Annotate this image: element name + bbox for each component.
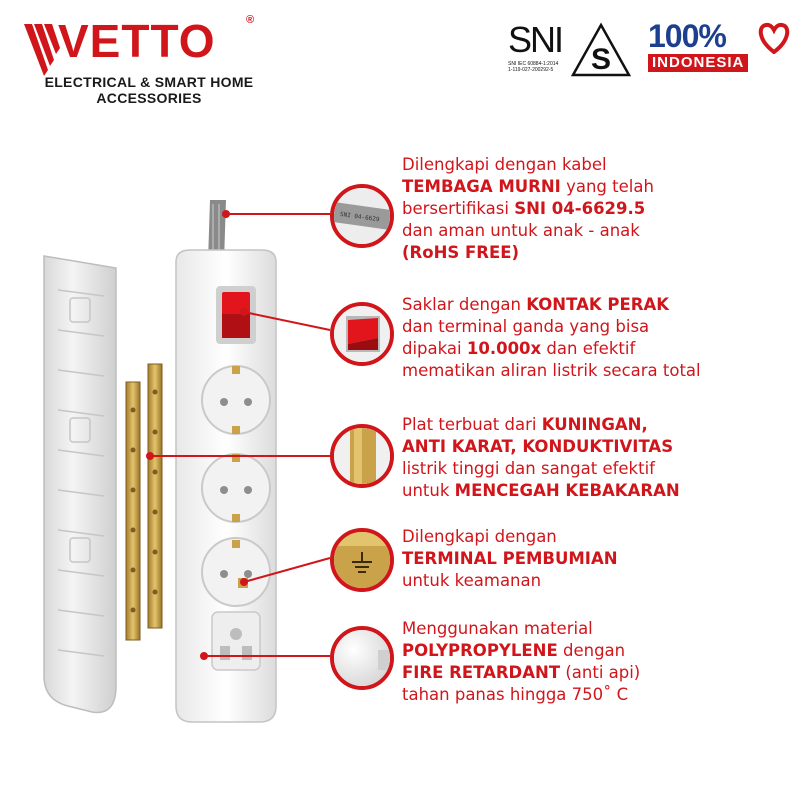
sni-code-line-1: SNI IEC 60884-1:2014 <box>508 61 559 67</box>
feature-switch-line-3: dipakai 10.000x dan efektif <box>402 339 636 358</box>
feature-brass-line-4: untuk MENCEGAH KEBAKARAN <box>402 481 680 500</box>
feature-material <box>402 618 802 706</box>
sni-code-line-2: 1-119-027-200292-5 <box>508 67 554 73</box>
tagline-line-1: ELECTRICAL & SMART HOME <box>44 74 254 90</box>
feature-grounding-line-2: TERMINAL PEMBUMIAN <box>402 549 618 568</box>
feature-grounding-line-1: Dilengkapi dengan <box>402 527 557 546</box>
switch-icon <box>330 302 394 366</box>
feature-grounding <box>402 526 802 592</box>
indonesia-label: INDONESIA <box>648 54 748 72</box>
feature-cable-line-1: Dilengkapi dengan kabel <box>402 155 607 174</box>
feature-material-line-1: Menggunakan material <box>402 619 593 638</box>
brass-plate-icon <box>330 424 394 488</box>
feature-material-line-4: tahan panas hingga 750˚ C <box>402 685 629 704</box>
sni-label: SNI <box>508 19 563 60</box>
cable-print-text: SNI 04-6629 <box>339 210 380 224</box>
feature-brass <box>402 414 802 502</box>
cable-icon <box>330 184 394 248</box>
feature-material-line-3: FIRE RETARDANT (anti api) <box>402 663 641 682</box>
feature-cable-line-3: bersertifikasi SNI 04-6629.5 <box>402 199 646 218</box>
ground-terminal-icon <box>330 528 394 592</box>
housing-back-shell <box>44 256 116 712</box>
feature-brass-line-3: listrik tinggi dan sangat efektif <box>402 459 655 478</box>
feature-brass-line-1: Plat terbuat dari KUNINGAN, <box>402 415 648 434</box>
feature-switch-line-1: Saklar dengan KONTAK PERAK <box>402 295 670 314</box>
s-mark-letter: S <box>590 43 612 76</box>
feature-cable-line-2: TEMBAGA MURNI yang telah <box>402 177 654 196</box>
feature-switch-line-2: dan terminal ganda yang bisa <box>402 317 650 336</box>
brass-conductor-strips <box>126 364 162 640</box>
power-strip-body <box>176 250 276 722</box>
feature-cable-line-4: dan aman untuk anak - anak <box>402 221 640 240</box>
feature-brass-line-2: ANTI KARAT, KONDUKTIVITAS <box>402 437 674 456</box>
feature-grounding-line-3: untuk keamanan <box>402 571 542 590</box>
hundred-percent: 100% <box>648 18 726 54</box>
feature-switch-line-4: mematikan aliran listrik secara total <box>402 361 701 380</box>
feature-material-line-2: POLYPROPYLENE dengan <box>402 641 626 660</box>
feature-switch <box>402 294 802 382</box>
feature-cable <box>402 154 802 264</box>
registered-mark: ® <box>246 14 255 26</box>
feature-cable-line-5: (RoHS FREE) <box>402 243 520 262</box>
tagline-line-2: ACCESSORIES <box>96 90 202 106</box>
brand-name: VETTO <box>58 15 216 67</box>
housing-material-icon <box>330 626 394 690</box>
